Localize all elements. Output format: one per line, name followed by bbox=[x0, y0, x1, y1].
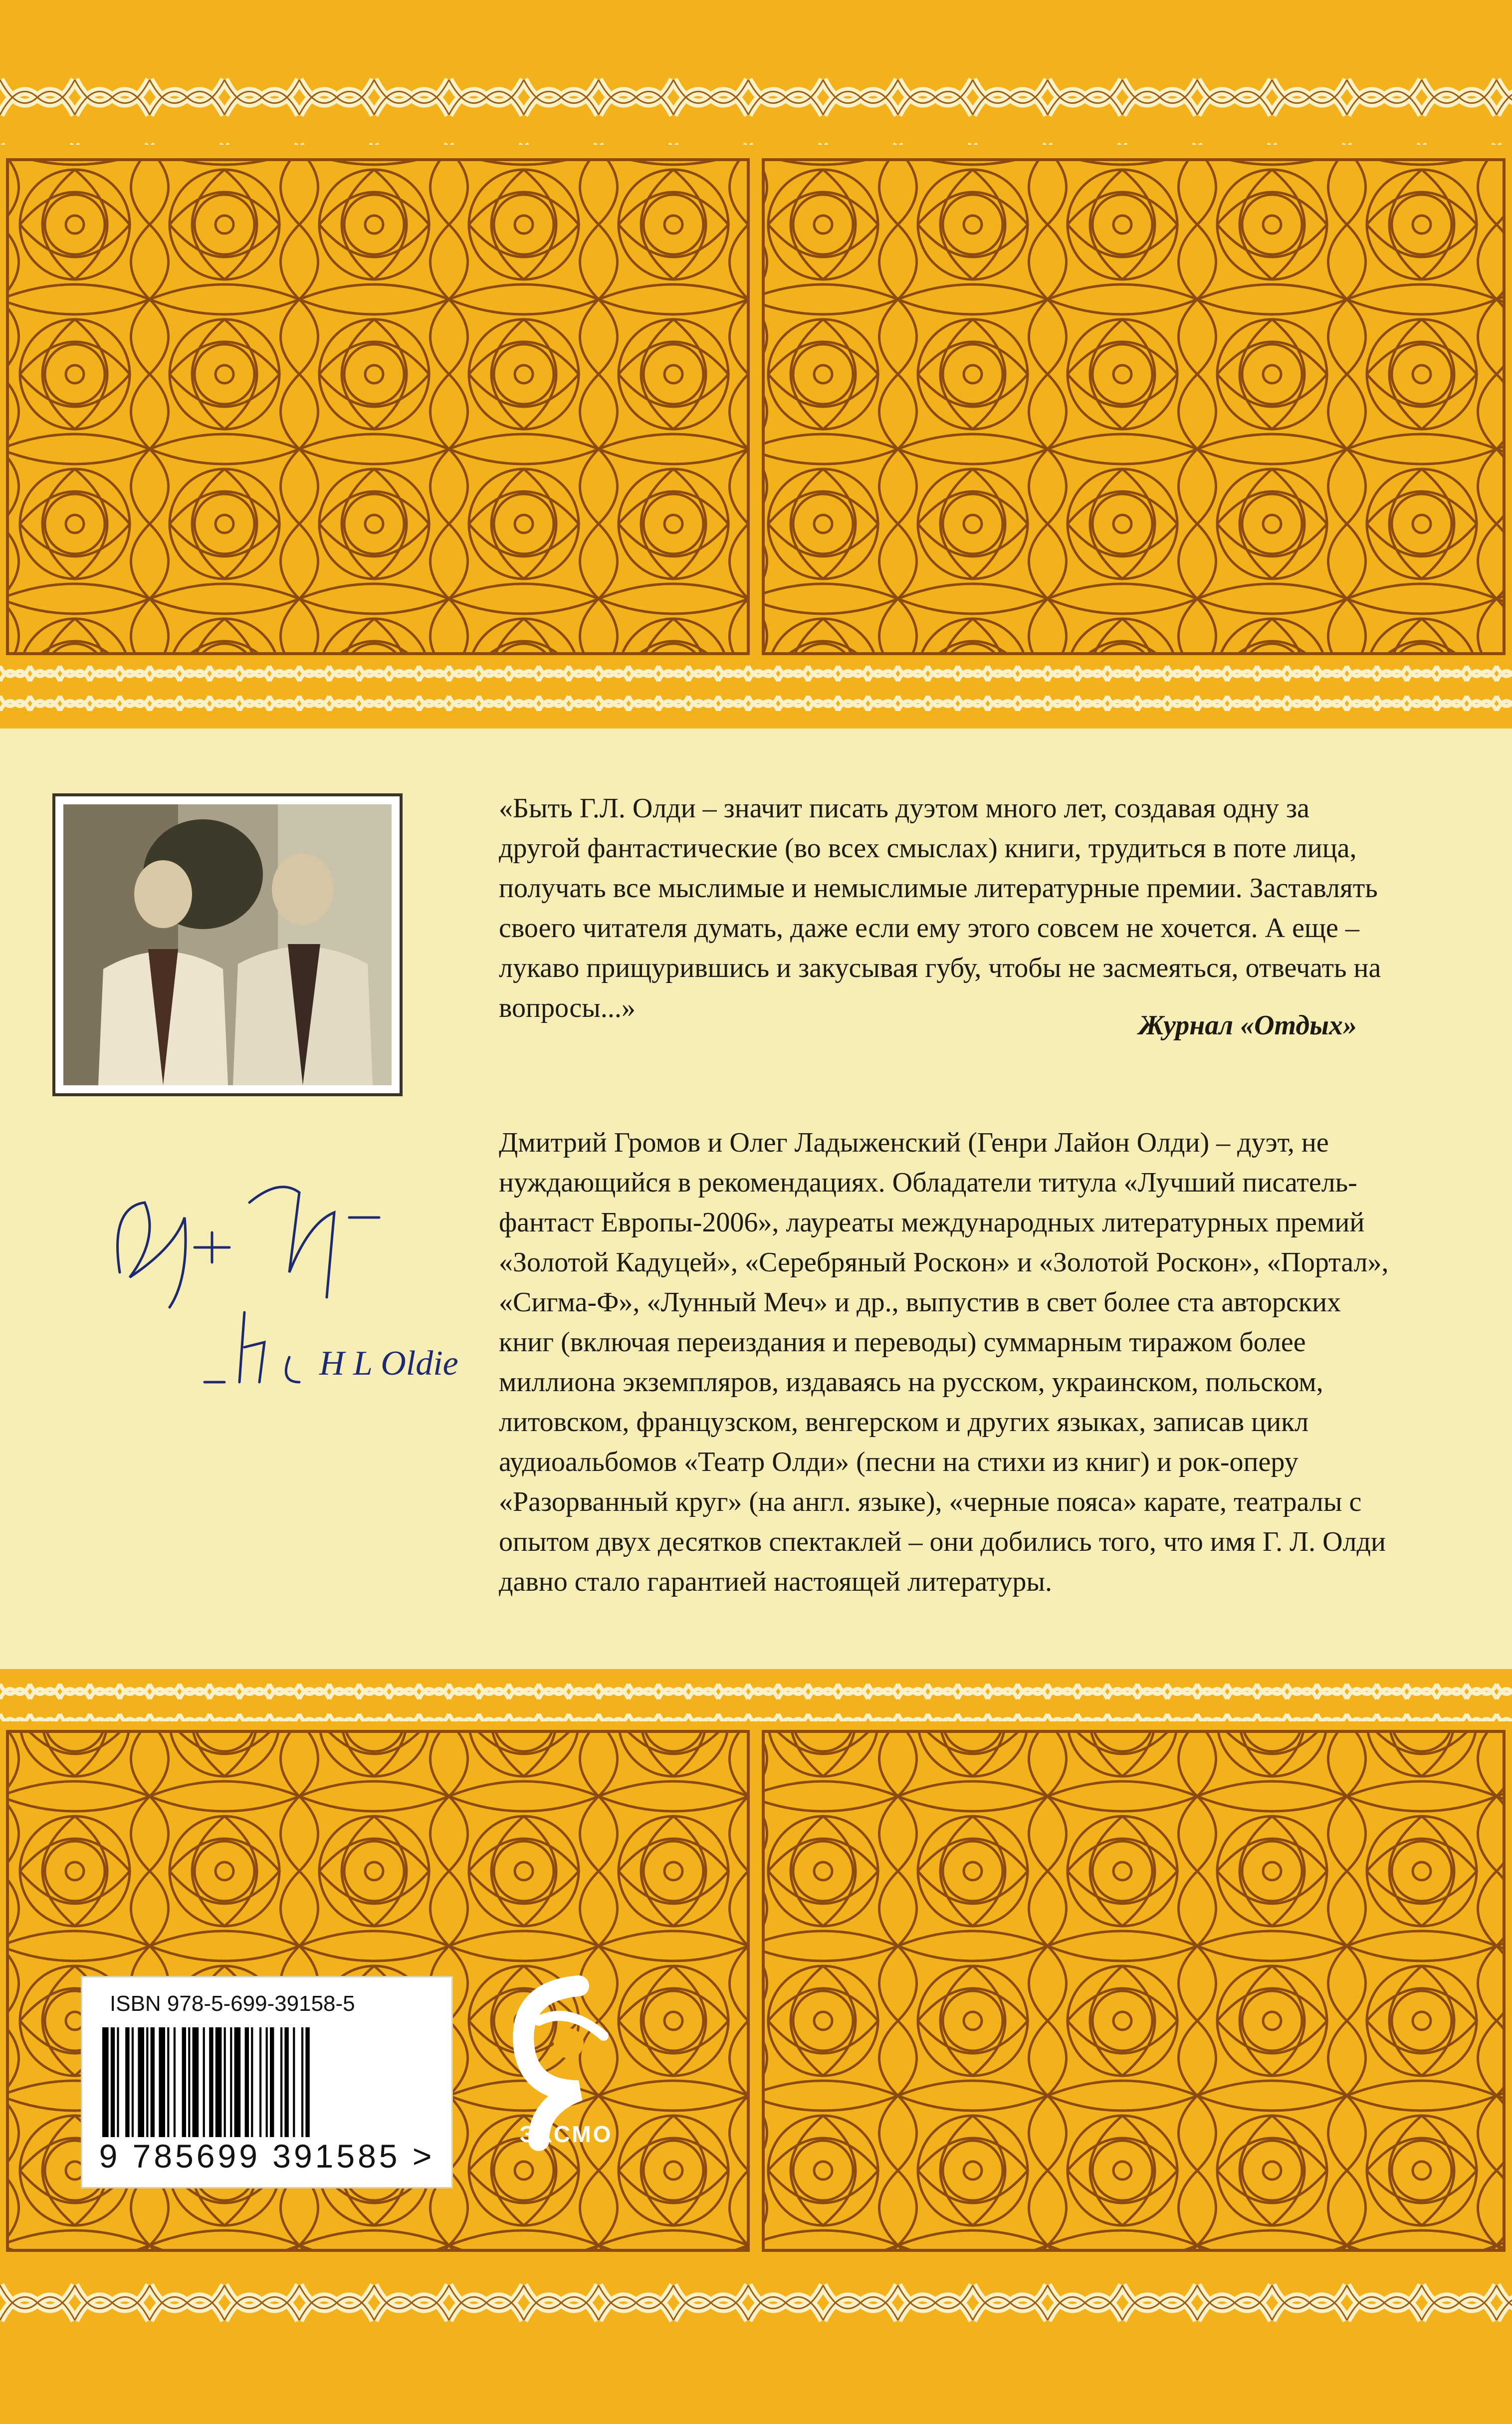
barcode-bar bbox=[203, 2027, 205, 2137]
barcode-bar bbox=[224, 2027, 226, 2137]
author-photo bbox=[52, 793, 403, 1096]
barcode-bar bbox=[125, 2027, 129, 2137]
barcode-bar bbox=[284, 2027, 288, 2137]
barcode-bar bbox=[266, 2027, 268, 2137]
barcode-bar bbox=[193, 2027, 199, 2137]
barcode-bar bbox=[230, 2027, 232, 2137]
isbn-text: ISBN 978-5-699-39158-5 bbox=[110, 1991, 355, 2016]
barcode-digits: 9 785699 391585 > bbox=[99, 2138, 435, 2175]
barcode-bar bbox=[259, 2027, 261, 2137]
authors-photo-image bbox=[63, 804, 392, 1085]
barcode-bar bbox=[138, 2027, 144, 2137]
barcode-bar bbox=[102, 2027, 109, 2137]
barcode-bar bbox=[182, 2027, 186, 2137]
barcode-bar bbox=[167, 2027, 169, 2137]
barcode-bar bbox=[245, 2027, 249, 2137]
author-bio: Дмитрий Громов и Олег Ладыженский (Генри Лайон Олди) – дуэт, не нуждающийся в рекомендациях. Обладатели титула «Лучший писатель-фантаст Европы-2006», лауреаты международных литературных премий «Золотой Кадуцей», «Серебряный Роскон» и «Золотой Роскон», «Портал», «Сигма-Ф», «Лунный Меч» и др., выпустив в свет более ста авторских книг (включая переиздания и переводы) суммарным тиражом более миллиона экземпляров, издаваясь на русском, украинском, польском, литовском, французском, венгерском и других языках, записав цикл аудиоальбомов «Театр Олди» (песни на стихи из книг) и рок-оперу «Разорванный круг» (на англ. языке), «черные пояса» карате, театралы с опытом двух десятков спектаклей – они добились того, что имя Г. Л. Олди давно стало гарантией настоящей литературы. bbox=[499, 1127, 1389, 1597]
barcode-bar bbox=[146, 2027, 148, 2137]
barcode-bar bbox=[270, 2027, 274, 2137]
review-quote: «Быть Г.Л. Олди – значит писать дуэтом много лет, создавая одну за другой фантастические (во всех смыслах) книги, трудиться в поте лица, получать все мыслимые и немыслимые литературные премии. Заставлять своего читателя думать, даже если ему этого совсем не хочется. А еще – лукаво прищурившись и закусывая губу, чтобы не засмеяться, отвечать на вопросы...» bbox=[499, 793, 1381, 1023]
barcode-bar bbox=[251, 2027, 253, 2137]
barcode-bar bbox=[188, 2027, 190, 2137]
barcode-bars bbox=[102, 2027, 432, 2137]
barcode-bar bbox=[216, 2027, 222, 2137]
barcode-bar bbox=[234, 2027, 241, 2137]
author-signature bbox=[100, 1148, 458, 1407]
barcode-bar bbox=[174, 2027, 176, 2137]
barcode-label bbox=[81, 1976, 453, 2188]
barcode-bar bbox=[209, 2027, 213, 2137]
barcode-bar bbox=[305, 2027, 309, 2137]
barcode-bar bbox=[151, 2027, 155, 2137]
quote-source: Журнал «Отдых» bbox=[1138, 1010, 1357, 1041]
barcode-bar bbox=[280, 2027, 282, 2137]
barcode-bar bbox=[117, 2027, 119, 2137]
publisher-name: ЭКСМО bbox=[519, 2121, 613, 2147]
barcode-bar bbox=[301, 2027, 303, 2137]
barcode-bar bbox=[159, 2027, 165, 2137]
signature-text: H L Oldie bbox=[319, 1344, 458, 1383]
barcode-bar bbox=[132, 2027, 134, 2137]
barcode-bar bbox=[293, 2027, 295, 2137]
barcode-bar bbox=[111, 2027, 115, 2137]
